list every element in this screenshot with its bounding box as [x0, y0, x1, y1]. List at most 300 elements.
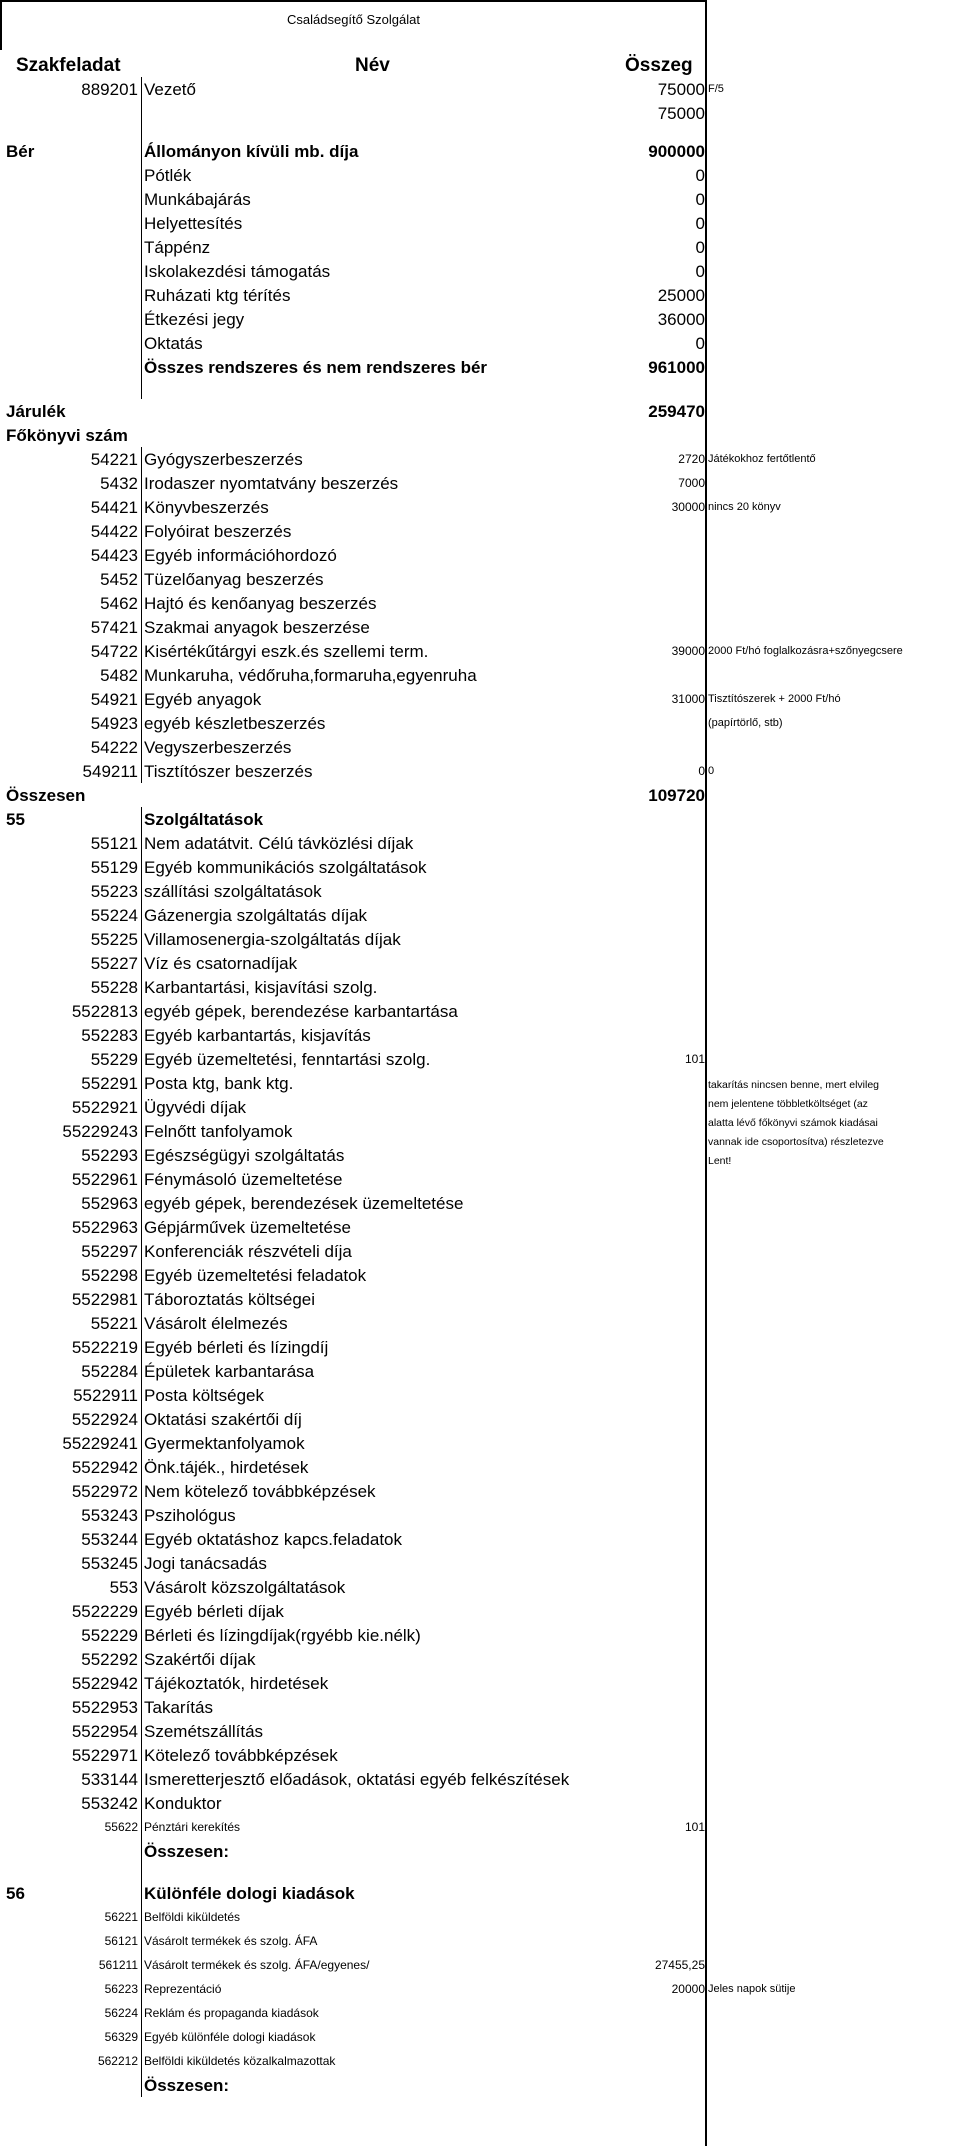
value-cell [585, 567, 706, 591]
value-cell [585, 1383, 706, 1407]
code-cell: 54421 [90, 497, 138, 517]
value-cell [585, 1167, 706, 1191]
name-cell: Reprezentáció [141, 1977, 585, 2001]
name-cell: Vezető [141, 77, 585, 101]
value-cell [585, 1335, 706, 1359]
name-cell: Reklám és propaganda kiadások [141, 2001, 585, 2025]
table-row [0, 687, 960, 711]
value-cell [585, 1551, 706, 1575]
table-row [0, 807, 960, 831]
note-cell [706, 567, 956, 591]
value-cell [585, 1719, 706, 1743]
header-szakfeladat: Szakfeladat [16, 55, 121, 76]
table-row [0, 975, 960, 999]
value-cell: 39000 [671, 644, 705, 658]
value-cell [585, 1575, 706, 1599]
value-cell: 0 [695, 213, 705, 233]
value-cell [585, 975, 706, 999]
value-cell [585, 1143, 706, 1167]
code-cell: 5522921 [71, 1097, 138, 1117]
value-cell: 0 [698, 764, 705, 778]
value-cell [585, 1527, 706, 1551]
code-cell: 552297 [81, 1241, 138, 1261]
code-cell: 5522219 [71, 1337, 138, 1357]
header-nev: Név [355, 55, 390, 76]
value-cell [585, 543, 706, 567]
note-cell [706, 591, 956, 615]
code-cell: 56121 [104, 1934, 138, 1948]
table-row [0, 447, 960, 471]
code-cell: 5452 [100, 569, 138, 589]
code-cell: 55229243 [62, 1121, 138, 1141]
table-row [0, 163, 960, 187]
header-osszeg: Összeg [625, 55, 693, 76]
code-cell: 5482 [100, 665, 138, 685]
code-cell: 552283 [81, 1025, 138, 1045]
name-cell: Bérleti és lízingdíjak(rgyébb kie.nélk) [141, 1623, 585, 1647]
name-cell: Ügyvédi díjak [141, 1095, 585, 1119]
note-cell: Tisztítószerek + 2000 Ft/hó [708, 692, 841, 705]
code-cell: 5522942 [71, 1457, 138, 1477]
name-cell: Vásárolt közszolgáltatások [141, 1575, 585, 1599]
name-cell: Hajtó és kenőanyag beszerzés [141, 591, 585, 615]
table-row [0, 1929, 960, 1953]
table-row [0, 283, 960, 307]
name-cell: Egyéb karbantartás, kisjavítás [141, 1023, 585, 1047]
code-cell: 5522942 [71, 1673, 138, 1693]
table-row [0, 519, 960, 543]
value-cell [585, 1647, 706, 1671]
value-cell [585, 519, 706, 543]
table-row [0, 1239, 960, 1263]
table-row [0, 1905, 960, 1929]
name-cell: egyéb gépek, berendezések üzemeltetése [141, 1191, 585, 1215]
table-row [0, 999, 960, 1023]
code-cell: 5462 [100, 593, 138, 613]
table-row [0, 2073, 960, 2097]
name-cell: Iskolakezdési támogatás [141, 259, 585, 283]
table-row [0, 831, 960, 855]
name-cell: Egyéb kommunikációs szolgáltatások [141, 855, 585, 879]
table-row [0, 567, 960, 591]
value-cell [585, 1455, 706, 1479]
code-cell: 57421 [90, 617, 138, 637]
name-cell: Szakértői díjak [141, 1647, 585, 1671]
code-cell: 5522981 [71, 1289, 138, 1309]
name-cell: Víz és csatornadíjak [141, 951, 585, 975]
table-row [0, 399, 960, 423]
table-row [0, 663, 960, 687]
name-cell: Takarítás [141, 1695, 585, 1719]
table-row [0, 1503, 960, 1527]
code-cell: 55229 [90, 1049, 138, 1069]
code-cell: 54722 [90, 641, 138, 661]
name-cell: Belföldi kiküldetés közalkalmazottak [141, 2049, 585, 2073]
name-cell: Szolgáltatások [141, 807, 585, 831]
code-cell: 56223 [104, 1982, 138, 1996]
value-cell: 75000 [657, 79, 705, 99]
value-cell [585, 855, 706, 879]
name-cell [141, 379, 585, 399]
name-cell: Vegyszerbeszerzés [141, 735, 585, 759]
note-line: takarítás nincsen benne, mert elvileg [708, 1079, 880, 1091]
code-cell: 5522229 [71, 1601, 138, 1621]
table-row [0, 1383, 960, 1407]
note-cell [706, 471, 956, 495]
code-cell: 55622 [104, 1820, 138, 1834]
name-cell: szállítási szolgáltatások [141, 879, 585, 903]
table-row [0, 187, 960, 211]
name-cell: Vásárolt termékek és szolg. ÁFA [141, 1929, 585, 1953]
sheet-title: Családsegítő Szolgálat [287, 12, 420, 27]
name-cell: Összes rendszeres és nem rendszeres bér [141, 355, 585, 379]
code-cell: 55129 [90, 857, 138, 877]
table-row [0, 125, 960, 139]
note-cell [706, 2049, 956, 2073]
table-row [0, 855, 960, 879]
value-cell [585, 999, 706, 1023]
value-cell: 2720 [678, 452, 705, 466]
name-cell: Gyermektanfolyamok [141, 1431, 585, 1455]
name-cell: Egyéb üzemeltetési, fenntartási szolg. [141, 1047, 585, 1071]
code-cell: 54923 [90, 713, 138, 733]
name-cell [141, 101, 585, 125]
name-cell: Összesen: [141, 1839, 585, 1863]
value-cell [585, 1023, 706, 1047]
table-row [0, 711, 960, 735]
value-cell [585, 1119, 706, 1143]
code-cell: 552293 [81, 1145, 138, 1165]
value-cell [585, 711, 706, 735]
table-row [0, 1431, 960, 1455]
value-cell [585, 1215, 706, 1239]
value-cell: 36000 [657, 309, 705, 329]
name-cell: Egyéb üzemeltetési feladatok [141, 1263, 585, 1287]
table-row [0, 1839, 960, 1863]
note-cell: Jeles napok sütije [708, 1982, 796, 1995]
name-cell: Vásárolt élelmezés [141, 1311, 585, 1335]
code-cell: 55221 [90, 1313, 138, 1333]
value-cell [585, 1311, 706, 1335]
code-cell: 889201 [81, 79, 138, 99]
name-cell: Vásárolt termékek és szolg. ÁFA/egyenes/ [141, 1953, 585, 1977]
value-cell: 0 [695, 237, 705, 257]
table-row [0, 759, 960, 783]
name-cell: Egyéb bérleti és lízingdíj [141, 1335, 585, 1359]
value-cell [585, 1623, 706, 1647]
name-cell: Pénztári kerekítés [141, 1815, 585, 1839]
table-row [0, 927, 960, 951]
table-row [0, 1527, 960, 1551]
row-label: 55 [6, 809, 25, 829]
value-cell: 31000 [671, 692, 705, 706]
value-cell [585, 735, 706, 759]
name-cell: Egyéb információhordozó [141, 543, 585, 567]
value-cell [585, 1791, 706, 1815]
code-cell: 5522953 [71, 1697, 138, 1717]
value-cell [585, 1071, 706, 1095]
name-cell: Villamosenergia-szolgáltatás díjak [141, 927, 585, 951]
table-row [0, 77, 960, 101]
table-row [0, 591, 960, 615]
note-cell: Játékokhoz fertőtlentő [708, 452, 816, 465]
code-cell: 533144 [81, 1769, 138, 1789]
name-cell: Munkábajárás [141, 187, 585, 211]
note-cell [706, 1953, 956, 1977]
code-cell: 553245 [81, 1553, 138, 1573]
table-row [0, 1575, 960, 1599]
note-cell [706, 1929, 956, 1953]
value-cell: 20000 [671, 1982, 705, 1996]
table-row [0, 639, 960, 663]
value-cell: 900000 [648, 141, 705, 161]
name-cell: Egyéb különféle dologi kiadások [141, 2025, 585, 2049]
code-cell: 553 [109, 1577, 138, 1597]
table-row [0, 1815, 960, 1839]
note-cell [706, 543, 956, 567]
name-cell: Gépjárművek üzemeltetése [141, 1215, 585, 1239]
table-row [0, 783, 960, 807]
value-cell [585, 831, 706, 855]
code-cell: 55229241 [62, 1433, 138, 1453]
value-cell [585, 2049, 706, 2073]
value-cell [585, 1263, 706, 1287]
name-cell: Könyvbeszerzés [141, 495, 585, 519]
name-cell: Különféle dologi kiadások [141, 1881, 585, 1905]
name-cell: Karbantartási, kisjavítási szolg. [141, 975, 585, 999]
code-cell: 56329 [104, 2030, 138, 2044]
code-cell: 56221 [104, 1910, 138, 1924]
name-cell: Pszihológus [141, 1503, 585, 1527]
name-cell: Táppénz [141, 235, 585, 259]
value-cell [585, 1671, 706, 1695]
row-label: 56 [6, 1883, 25, 1903]
table-row [0, 615, 960, 639]
note-cell [706, 1905, 956, 1929]
code-cell: 56224 [104, 2006, 138, 2020]
name-cell: Gázenergia szolgáltatás díjak [141, 903, 585, 927]
note-cell: (papírtörlő, stb) [708, 716, 783, 729]
value-cell: 961000 [648, 357, 705, 377]
code-cell: 553242 [81, 1793, 138, 1813]
note-cell [706, 519, 956, 543]
table-row [0, 1881, 960, 1905]
code-cell: 5522972 [71, 1481, 138, 1501]
value-cell: 259470 [648, 401, 705, 421]
name-cell: Konduktor [141, 1791, 585, 1815]
table-row [0, 259, 960, 283]
value-cell: 0 [695, 189, 705, 209]
value-cell [585, 1095, 706, 1119]
table-row [0, 1863, 960, 1881]
row-label: Összesen [6, 785, 86, 805]
name-cell: Posta költségek [141, 1383, 585, 1407]
value-cell [585, 1359, 706, 1383]
value-cell [585, 1503, 706, 1527]
value-cell [585, 1431, 706, 1455]
name-cell: Egészségügyi szolgáltatás [141, 1143, 585, 1167]
name-cell: Szakmai anyagok beszerzése [141, 615, 585, 639]
value-cell [585, 879, 706, 903]
table-row [0, 1551, 960, 1575]
name-cell: Tüzelőanyag beszerzés [141, 567, 585, 591]
code-cell: 561211 [98, 1958, 138, 1972]
note-cell [706, 2001, 956, 2025]
table-row [0, 1191, 960, 1215]
code-cell: 553244 [81, 1529, 138, 1549]
value-cell [585, 1929, 706, 1953]
code-cell: 55121 [90, 833, 138, 853]
row-label: Járulék [6, 401, 66, 421]
value-cell [585, 2001, 706, 2025]
row-label: Bér [6, 141, 35, 161]
code-cell: 552298 [81, 1265, 138, 1285]
table-row [0, 1263, 960, 1287]
value-cell [585, 951, 706, 975]
value-cell [585, 663, 706, 687]
code-cell: 5522813 [71, 1001, 138, 1021]
table-row [0, 307, 960, 331]
table-row [0, 355, 960, 379]
note-line: nem jelentene többletköltséget (az [708, 1098, 868, 1110]
value-cell [585, 1479, 706, 1503]
table-row [0, 1695, 960, 1719]
name-cell [141, 125, 585, 139]
note-cell [706, 663, 956, 687]
table-row [0, 1407, 960, 1431]
table-row [0, 1623, 960, 1647]
row-label: Főkönyvi szám [6, 425, 128, 445]
table-row [0, 423, 960, 447]
table-row [0, 1287, 960, 1311]
code-cell: 552284 [81, 1361, 138, 1381]
name-cell: Gyógyszerbeszerzés [141, 447, 585, 471]
code-cell: 549211 [82, 761, 138, 781]
code-cell: 5522971 [71, 1745, 138, 1765]
name-cell: Étkezési jegy [141, 307, 585, 331]
code-cell: 55227 [90, 953, 138, 973]
table-row [0, 879, 960, 903]
value-cell [585, 903, 706, 927]
value-cell [585, 1287, 706, 1311]
table-row [0, 2049, 960, 2073]
table-row [0, 735, 960, 759]
name-cell: Oktatási szakértői díj [141, 1407, 585, 1431]
table-row [0, 1359, 960, 1383]
note-cell [706, 615, 956, 639]
note-cell: 0 [708, 764, 715, 777]
table-row [0, 1671, 960, 1695]
value-cell [585, 1239, 706, 1263]
name-cell: Pótlék [141, 163, 585, 187]
table-row [0, 101, 960, 125]
table-row [0, 379, 960, 399]
name-cell: egyéb gépek, berendezése karbantartása [141, 999, 585, 1023]
value-cell [585, 1905, 706, 1929]
name-cell: Tájékoztatók, hirdetések [141, 1671, 585, 1695]
code-cell: 5522924 [71, 1409, 138, 1429]
note-line: alatta lévő főkönyvi számok kiadásai [708, 1117, 878, 1129]
value-cell [585, 1599, 706, 1623]
table-row [0, 235, 960, 259]
value-cell [585, 927, 706, 951]
value-cell [585, 591, 706, 615]
value-cell: 0 [695, 165, 705, 185]
table-row [0, 2025, 960, 2049]
name-cell: Kisértékűtárgyi eszk.és szellemi term. [141, 639, 585, 663]
table-row [0, 1977, 960, 2001]
note-line: vannak ide csoportosítva) részletezve [708, 1136, 884, 1148]
code-cell: 562212 [97, 2054, 138, 2068]
code-cell: 55225 [90, 929, 138, 949]
table-row [0, 1215, 960, 1239]
table-row [0, 1743, 960, 1767]
name-cell: Folyóirat beszerzés [141, 519, 585, 543]
table-row [0, 1023, 960, 1047]
table-row [0, 1791, 960, 1815]
note-cell: nincs 20 könyv [708, 500, 781, 513]
value-cell: 101 [684, 1820, 705, 1834]
table-row [0, 471, 960, 495]
name-cell: Egyéb oktatáshoz kapcs.feladatok [141, 1527, 585, 1551]
name-cell: Jogi tanácsadás [141, 1551, 585, 1575]
table-row [0, 2001, 960, 2025]
code-cell: 54422 [90, 521, 138, 541]
table-row [0, 543, 960, 567]
name-cell: Tisztítószer beszerzés [141, 759, 585, 783]
code-cell: 54222 [90, 737, 138, 757]
table-row [0, 1047, 960, 1071]
name-cell: Felnőtt tanfolyamok [141, 1119, 585, 1143]
name-cell: Belföldi kiküldetés [141, 1905, 585, 1929]
table-row [0, 1767, 960, 1791]
value-cell: 75000 [657, 103, 705, 123]
table-row [0, 1953, 960, 1977]
section55-note [708, 1076, 884, 1171]
value-cell: 7000 [678, 476, 705, 490]
code-cell: 55228 [90, 977, 138, 997]
name-cell: Oktatás [141, 331, 585, 355]
table-row [0, 495, 960, 519]
code-cell: 54921 [90, 689, 138, 709]
code-cell: 552963 [81, 1193, 138, 1213]
table-row [0, 1311, 960, 1335]
code-cell: 552229 [81, 1625, 138, 1645]
table-row [0, 1455, 960, 1479]
code-cell: 55224 [90, 905, 138, 925]
name-cell: Állományon kívüli mb. díja [141, 139, 585, 163]
name-cell: Önk.tájék., hirdetések [141, 1455, 585, 1479]
name-cell: Konferenciák részvételi díja [141, 1239, 585, 1263]
table-row [0, 903, 960, 927]
note-line: Lent! [708, 1155, 732, 1167]
name-cell: Irodaszer nyomtatvány beszerzés [141, 471, 585, 495]
note-cell: F/5 [708, 82, 724, 95]
name-cell [141, 1863, 585, 1881]
value-cell [585, 1407, 706, 1431]
table-row [0, 1647, 960, 1671]
code-cell: 55223 [90, 881, 138, 901]
table-row [0, 1599, 960, 1623]
value-cell: 25000 [657, 285, 705, 305]
code-cell: 54423 [90, 545, 138, 565]
name-cell: Helyettesítés [141, 211, 585, 235]
name-cell: Táboroztatás költségei [141, 1287, 585, 1311]
table-row [0, 331, 960, 355]
table-row [0, 139, 960, 163]
code-cell: 5522963 [71, 1217, 138, 1237]
value-cell: 0 [695, 333, 705, 353]
